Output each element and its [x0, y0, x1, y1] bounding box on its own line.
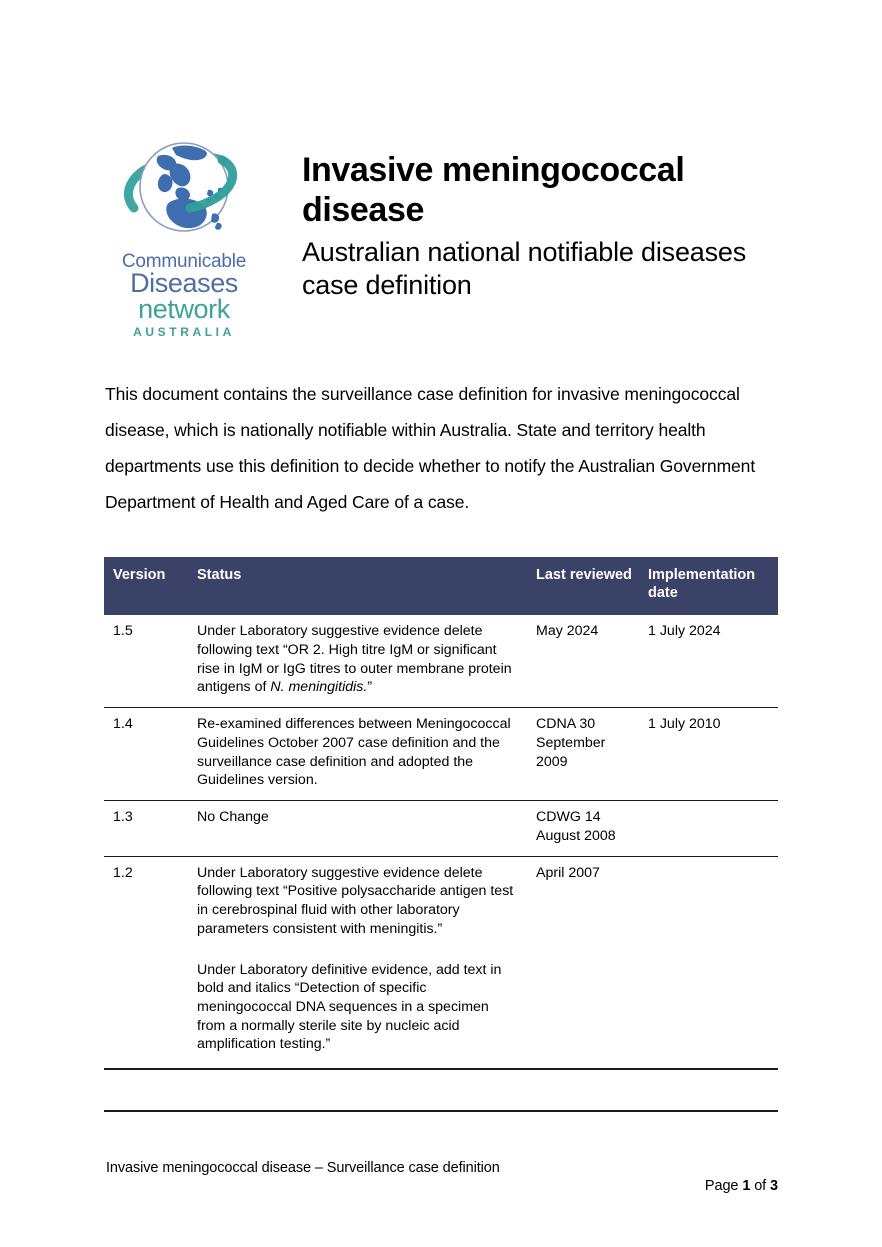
cell-status [189, 856, 528, 1069]
footer-page-separator: of [750, 1178, 771, 1194]
column-header-implementation-date: Implementation date [640, 557, 778, 615]
column-header-last-reviewed: Last reviewed [528, 557, 640, 615]
document-masthead [104, 128, 780, 338]
cell-status [189, 801, 528, 856]
logo-line-diseases: Diseases [130, 268, 238, 298]
logo-line-australia: AUSTRALIA [133, 325, 235, 339]
status-text: Under Laboratory suggestive evidence delete following text “OR 2. High titre IgM or significant rise in IgM or IgG titres to outer membrane protein antigens of [197, 623, 512, 696]
logo-line-network: network [138, 294, 230, 324]
cdna-wordmark [122, 252, 246, 338]
cell-last-reviewed: CDNA 30 September 2009 [528, 708, 640, 801]
status-text: Under Laboratory definitive evidence, add text in bold and italics “Detection of specific meningococcal DNA sequences in a specimen from a normally sterile site by nucleic acid amplification testing.” [197, 961, 502, 1053]
cell-last-reviewed: CDWG 14 August 2008 [528, 801, 640, 856]
cdna-logo [104, 128, 264, 338]
globe-logo-icon [120, 132, 248, 250]
page-title: Invasive meningococcal disease [302, 151, 685, 230]
footer-current-page: 1 [742, 1178, 751, 1194]
table-row [104, 856, 778, 1069]
cell-implementation-date [640, 856, 778, 1069]
table-body [104, 615, 778, 1069]
footer-page-number [705, 1178, 778, 1194]
cell-version: 1.5 [113, 623, 133, 640]
cell-implementation-date: 1 July 2010 [640, 708, 778, 801]
cell-version: 1.3 [104, 801, 189, 856]
status-paragraph [197, 808, 520, 827]
footer-total-pages: 3 [770, 1178, 778, 1194]
footer-document-label: Invasive meningococcal disease – Surveillance case definition [106, 1160, 500, 1176]
table-header [104, 557, 778, 615]
status-text-italic: N. meningitidis. [270, 679, 368, 696]
status-text: Under Laboratory suggestive evidence delete following text “Positive polysaccharide antigen test in cerebrospinal fluid with other laboratory parameters consistent with meningitis.” [197, 864, 514, 937]
status-paragraph [197, 622, 520, 697]
footer-divider [104, 1110, 778, 1112]
status-text: No Change [197, 809, 269, 826]
cell-version: 1.4 [104, 708, 189, 801]
cell-implementation-date: 1 July 2024 [648, 623, 721, 640]
footer-page-prefix: Page [704, 1178, 743, 1194]
cell-implementation-date [640, 801, 778, 856]
table-row [104, 801, 778, 856]
column-header-version: Version [104, 557, 189, 615]
status-paragraph [197, 715, 520, 790]
cell-status [189, 708, 528, 801]
table-row [104, 708, 778, 801]
cell-last-reviewed: May 2024 [536, 623, 599, 640]
logo-line-communicable: Communicable [121, 251, 247, 272]
status-paragraph [197, 961, 520, 1055]
title-block [264, 128, 780, 302]
column-header-status: Status [189, 557, 528, 615]
version-history-table [104, 557, 778, 1070]
cell-status [189, 615, 528, 707]
status-text: ” [367, 679, 373, 696]
page-subtitle: Australian national notifiable diseases case definition [302, 237, 746, 301]
status-paragraph [197, 864, 520, 939]
table-header-row [104, 557, 778, 615]
cell-version: 1.2 [104, 856, 189, 1069]
intro-paragraph: This document contains the surveillance case definition for invasive meningococcal disease, which is nationally notifiable within Australia. State and territory health departments use this definition to decide whether to notify the Australian Government Department of Health and Aged Care of a case. [105, 383, 756, 512]
cell-last-reviewed: April 2007 [528, 856, 640, 1069]
table-row [104, 615, 778, 707]
status-text: Re-examined differences between Meningococcal Guidelines October 2007 case definition and the surveillance case definition and adopted the Guidelines version. [197, 716, 511, 789]
